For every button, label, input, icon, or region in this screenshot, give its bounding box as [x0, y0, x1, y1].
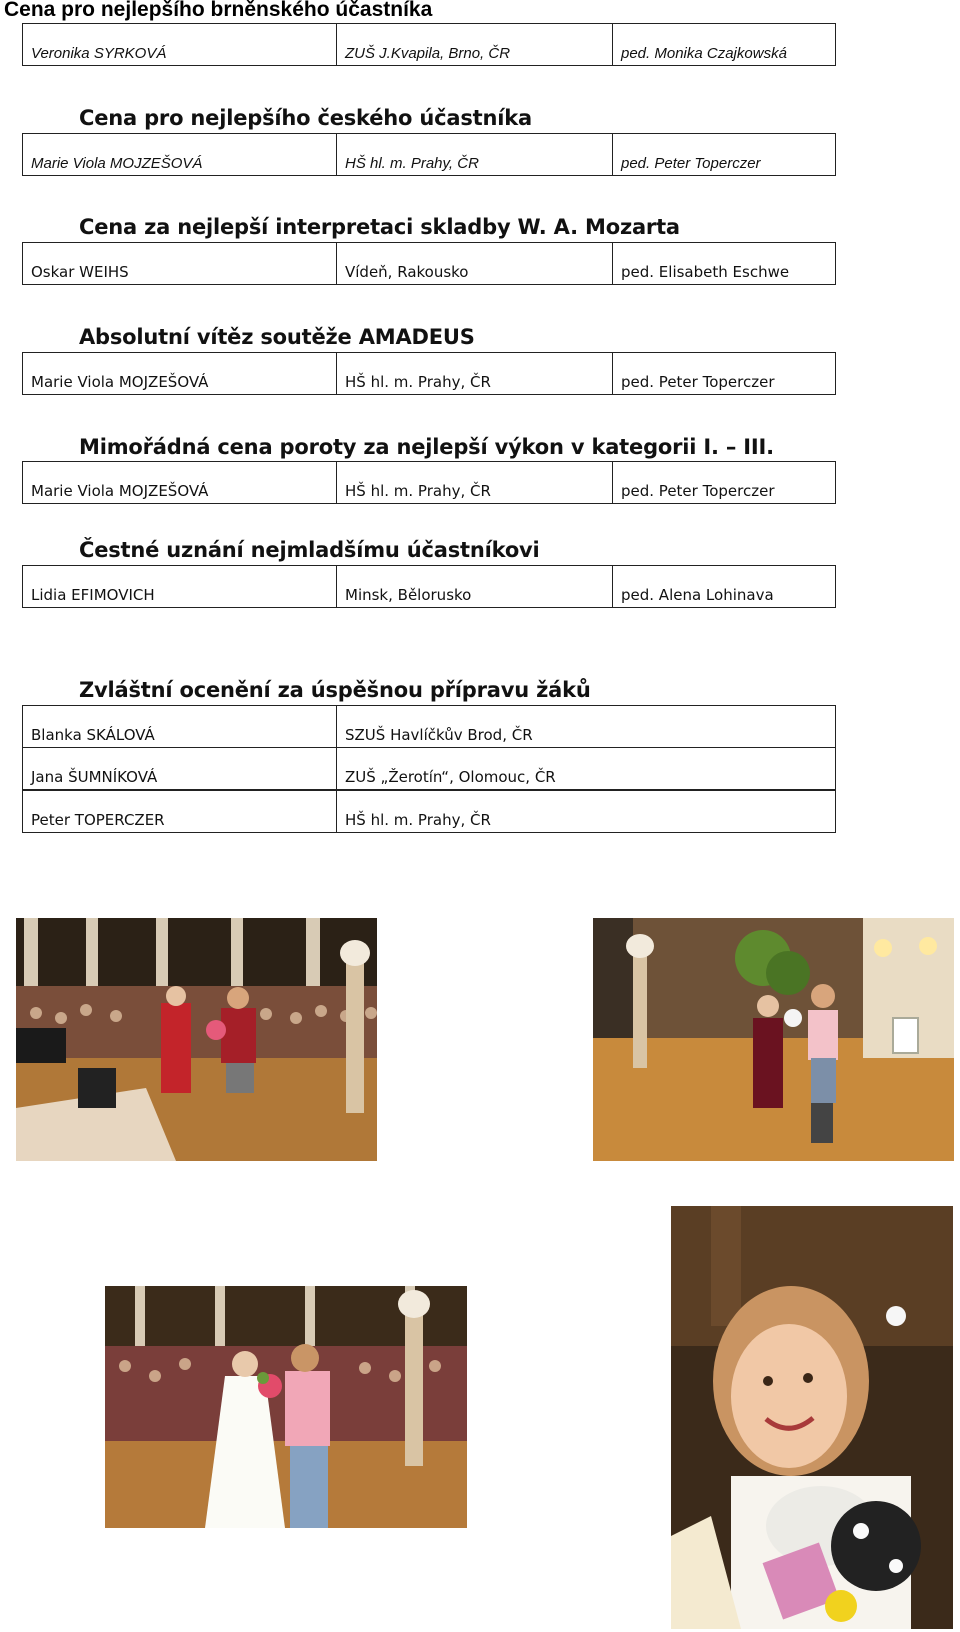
teacher-name: Jana ŠUMNÍKOVÁ: [31, 768, 158, 786]
award-row: [22, 23, 836, 66]
section-title: Cena pro nejlepšího českého účastníka: [79, 106, 532, 130]
photo-award-presentation: [16, 918, 377, 1161]
participant-name: Veronika SYRKOVÁ: [31, 45, 167, 62]
participant-name: Marie Viola MOJZEŠOVÁ: [31, 373, 209, 391]
participant-name: Marie Viola MOJZEŠOVÁ: [31, 155, 203, 172]
section-title: Cena za nejlepší interpretaci skladby W. A. Mozarta: [79, 215, 680, 239]
participant-school: Minsk, Bělorusko: [336, 566, 612, 607]
photo-youngest-participant: [105, 1286, 467, 1528]
award-row: [22, 242, 836, 285]
participant-teacher: ped. Peter Toperczer: [612, 134, 761, 175]
award-row: [22, 133, 836, 176]
participant-school: HŠ hl. m. Prahy, ČR: [336, 462, 612, 503]
section-title: Mimořádná cena poroty za nejlepší výkon v kategorii I. – III.: [79, 435, 774, 459]
section-title: Cena pro nejlepšího brněnského účastníka: [4, 0, 433, 21]
participant-school: Vídeň, Rakousko: [336, 243, 612, 284]
photo-girl-portrait: [671, 1206, 953, 1629]
section-title: Čestné uznání nejmladšímu účastníkovi: [79, 538, 540, 562]
award-row: [22, 705, 836, 748]
participant-teacher: ped. Alena Lohinava: [612, 566, 774, 607]
teacher-name: Blanka SKÁLOVÁ: [31, 726, 155, 744]
award-row: [22, 461, 836, 504]
section-title: Absolutní vítěz soutěže AMADEUS: [79, 325, 475, 349]
section-title: Zvláštní ocenění za úspěšnou přípravu žáků: [79, 678, 591, 702]
photo-flowers-handover: [593, 918, 954, 1161]
participant-teacher: ped. Peter Toperczer: [612, 462, 775, 503]
teacher-school: HŠ hl. m. Prahy, ČR: [336, 791, 836, 832]
award-row: [22, 747, 836, 790]
participant-school: ZUŠ J.Kvapila, Brno, ČR: [336, 24, 612, 65]
participant-teacher: ped. Monika Czajkowská: [612, 24, 787, 65]
participant-school: HŠ hl. m. Prahy, ČR: [336, 134, 612, 175]
participant-teacher: ped. Peter Toperczer: [612, 353, 775, 394]
teacher-school: SZUŠ Havlíčkův Brod, ČR: [336, 706, 836, 747]
award-row: [22, 790, 836, 833]
participant-name: Lidia EFIMOVICH: [31, 586, 155, 604]
participant-school: HŠ hl. m. Prahy, ČR: [336, 353, 612, 394]
award-row: [22, 352, 836, 395]
participant-name: Marie Viola MOJZEŠOVÁ: [31, 482, 209, 500]
teacher-name: Peter TOPERCZER: [31, 811, 165, 829]
award-row: [22, 565, 836, 608]
teacher-school: ZUŠ „Žerotín“, Olomouc, ČR: [336, 748, 836, 789]
participant-name: Oskar WEIHS: [31, 263, 129, 281]
participant-teacher: ped. Elisabeth Eschwe: [612, 243, 789, 284]
